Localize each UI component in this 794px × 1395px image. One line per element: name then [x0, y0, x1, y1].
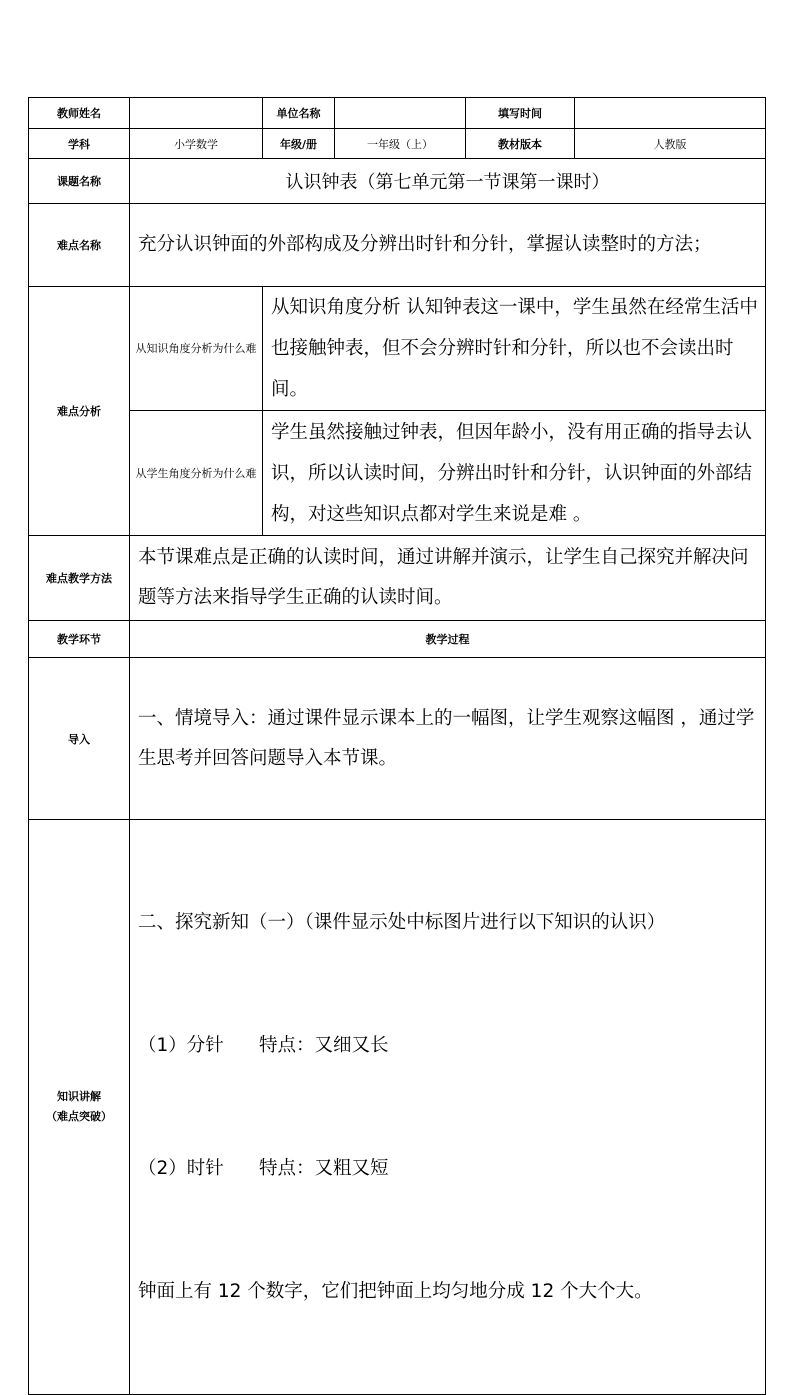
- edition-value: 人教版: [575, 129, 766, 159]
- analysis-student-row: [29, 411, 766, 536]
- knowledge-angle-label: 从知识角度分析为什么难: [130, 287, 263, 411]
- lesson-plan-table: [28, 97, 766, 1395]
- topic-label: 课题名称: [29, 159, 130, 204]
- grade-value: 一年级（上）: [335, 129, 466, 159]
- edition-label: 教材版本: [466, 129, 575, 159]
- topic-value: 认识钟表（第七单元第一节课第一课时）: [130, 159, 766, 204]
- fill-date-value[interactable]: [575, 98, 766, 129]
- topic-row: [29, 159, 766, 204]
- difficulty-value: 充分认识钟面的外部构成及分辨出时针和分针，掌握认读整时的方法；: [130, 204, 766, 287]
- difficulty-row: [29, 204, 766, 287]
- explain-label: [29, 820, 130, 1395]
- explain-label-line2: （难点突破）: [46, 1110, 112, 1123]
- explain-row: [29, 820, 766, 1395]
- grade-label: 年级/册: [263, 129, 335, 159]
- difficulty-label: 难点名称: [29, 204, 130, 287]
- student-angle-label: 从学生角度分析为什么难: [130, 411, 263, 536]
- subject-label: 学科: [29, 129, 130, 159]
- knowledge-angle-value: 从知识角度分析 认知钟表这一课中，学生虽然在经常生活中也接触钟表，但不会分辨时针和分针，所以也不会读出时间。: [263, 287, 766, 411]
- unit-name-value[interactable]: [335, 98, 466, 129]
- explain-label-line1: 知识讲解: [57, 1090, 101, 1103]
- explain-line-4: 钟面上有 12 个数字，它们把钟面上均匀地分成 12 个大个大。: [138, 1281, 653, 1302]
- header-row-1: [29, 98, 766, 129]
- method-value: 本节课难点是正确的认读时间，通过讲解并演示，让学生自己探究并解决问题等方法来指导学生正确的认读时间。: [130, 536, 766, 621]
- intro-value: 一、情境导入：通过课件显示课本上的一幅图，让学生观察这幅图 ，通过学生思考并回答问题导入本节课。: [130, 658, 766, 820]
- explain-line-2: （1）分针 特点：又细又长: [138, 1035, 389, 1056]
- header-row-2: [29, 129, 766, 159]
- explain-line-1: 二、探究新知（一）（课件显示处中标图片进行以下知识的认识）: [138, 912, 666, 933]
- process-header-row: [29, 621, 766, 658]
- explain-content: [130, 820, 766, 1395]
- explain-line-3: （2）时针 特点：又粗又短: [138, 1158, 389, 1179]
- analysis-knowledge-row: [29, 287, 766, 411]
- teacher-name-value[interactable]: [130, 98, 263, 129]
- fill-date-label: 填写时间: [466, 98, 575, 129]
- analysis-label: 难点分析: [29, 287, 130, 536]
- teacher-name-label: 教师姓名: [29, 98, 130, 129]
- subject-value: 小学数学: [130, 129, 263, 159]
- stage-label: 教学环节: [29, 621, 130, 658]
- intro-label: 导入: [29, 658, 130, 820]
- intro-row: [29, 658, 766, 820]
- method-label: 难点教学方法: [29, 536, 130, 621]
- student-angle-value: 学生虽然接触过钟表，但因年龄小，没有用正确的指导去认识，所以认读时间，分辨出时针和分针，认识钟面的外部结构，对这些知识点都对学生来说是难 。: [263, 411, 766, 536]
- process-label: 教学过程: [130, 621, 766, 658]
- method-row: [29, 536, 766, 621]
- unit-name-label: 单位名称: [263, 98, 335, 129]
